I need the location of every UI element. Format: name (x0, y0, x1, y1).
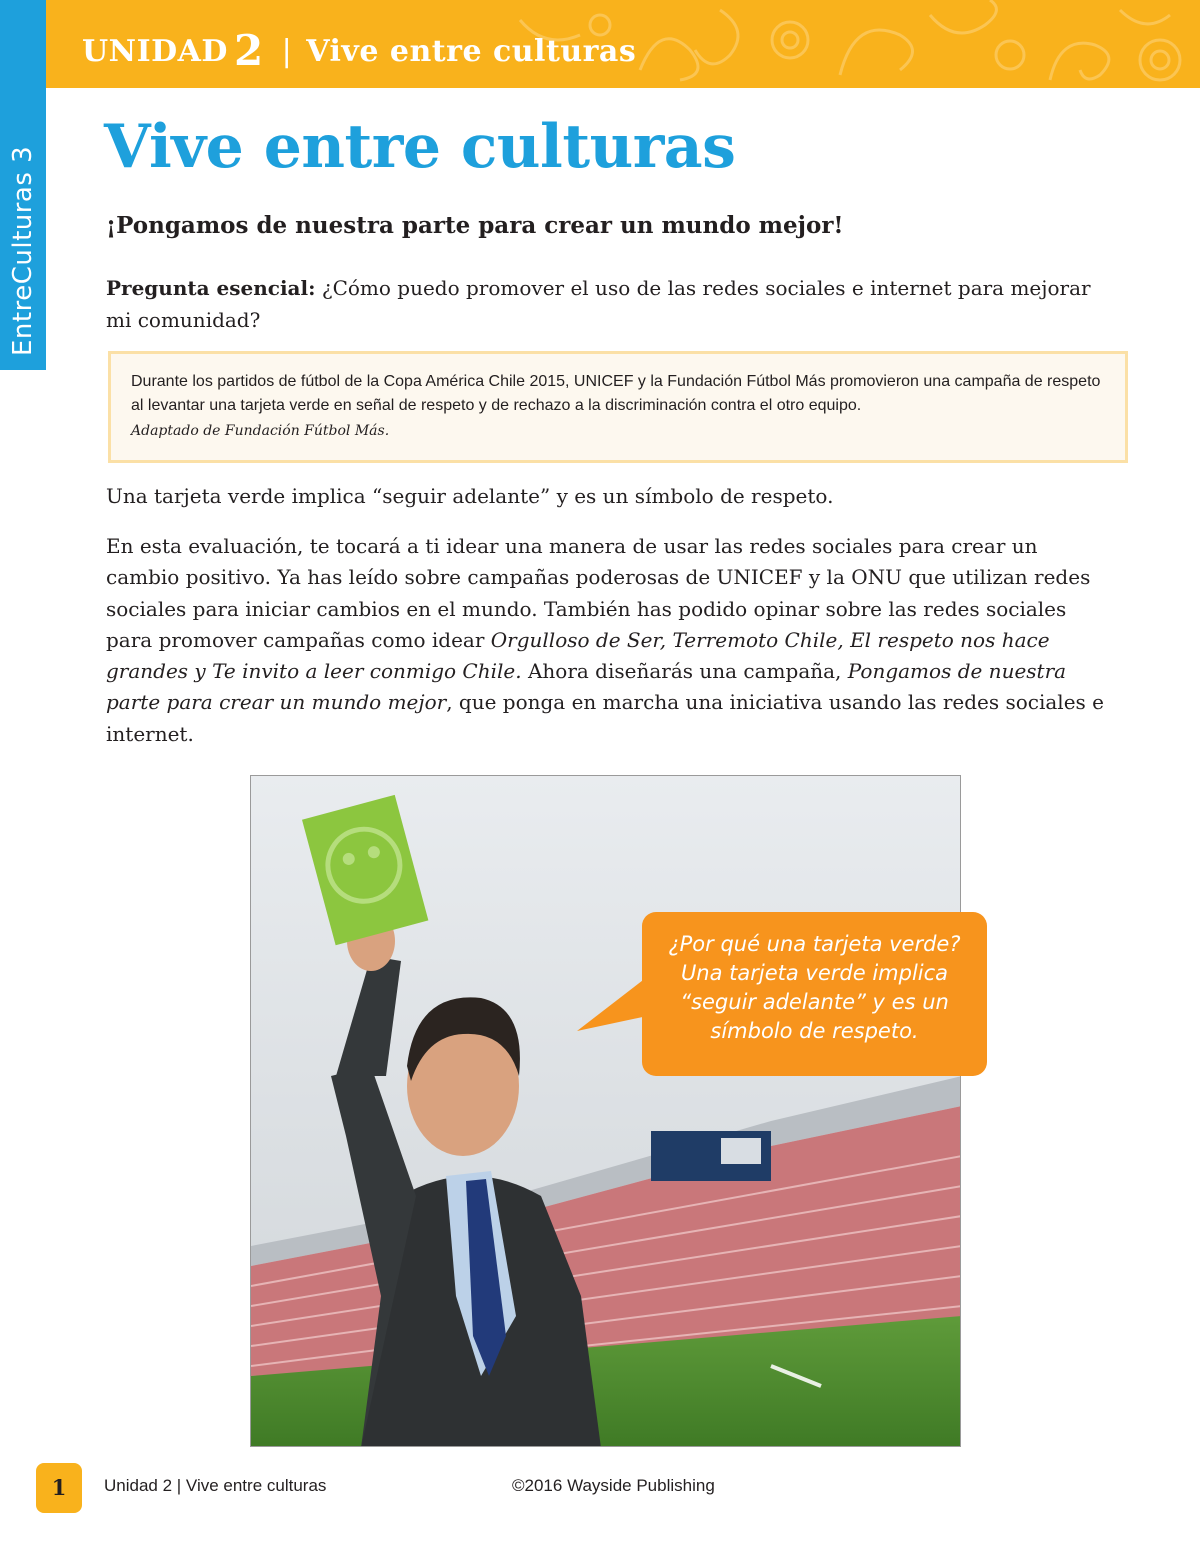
unit-number: 2 (233, 26, 264, 75)
body-paragraph-part3: , que ponga en marcha una iniciativa usando las redes sociales e internet. (106, 690, 1104, 746)
footer-copyright: ©2016 Wayside Publishing (512, 1476, 715, 1495)
page-subtitle: ¡Pongamos de nuestra parte para crear un mundo mejor! (106, 212, 844, 239)
body-paragraph (106, 531, 1116, 750)
quote-box (108, 351, 1128, 463)
body-paragraph-part2: Ahora diseñarás una campaña, (521, 659, 848, 684)
quote-text: Durante los partidos de fútbol de la Copa América Chile 2015, UNICEF y la Fundación Fútbol Más promovieron una campaña de respeto al levantar una tarjeta verde en señal de respeto y de rechazo a la discriminación contra el otro equipo. (131, 373, 1101, 414)
stadium-photo (250, 775, 961, 1447)
speech-line-3: “seguir adelante” y es un (680, 990, 949, 1014)
speech-bubble (642, 912, 987, 1076)
speech-line-4: símbolo de respeto. (710, 1019, 919, 1043)
unit-title: Vive entre culturas (306, 34, 637, 69)
page-number: 1 (36, 1463, 82, 1513)
header-separator: | (281, 34, 293, 69)
speech-line-2: Una tarjeta verde implica (680, 961, 949, 985)
essential-question-text: ¿Cómo puedo promover el uso de las redes sociales e internet para mejorar mi comunidad? (106, 276, 1091, 332)
campaigns-list: Orgulloso de Ser, Terremoto Chile, El respeto nos hace grandes y Te invito a leer conmigo Chile. (106, 627, 1050, 684)
body-paragraph-part1: En esta evaluación, te tocará a ti idear una manera de usar las redes sociales para crear un cambio positivo. Ya has leído sobre campañas poderosas de UNICEF y la ONU que utilizan redes sociales para iniciar cambios en el mundo. También has podido opinar sobre las redes sociales para promover campañas como idear (106, 534, 1091, 652)
intro-paragraph: Una tarjeta verde implica “seguir adelante” y es un símbolo de respeto. (106, 484, 834, 508)
page-title: Vive entre culturas (104, 112, 736, 182)
unit-heading (82, 22, 637, 75)
campaign-name: Pongamos de nuestra parte para crear un mundo mejor (106, 659, 1067, 715)
speech-bubble-text (642, 930, 987, 1046)
side-tab (0, 0, 46, 370)
speech-line-1: ¿Por qué una tarjeta verde? (668, 932, 961, 956)
unit-label: UNIDAD (82, 34, 228, 69)
essential-question (106, 272, 1116, 336)
essential-question-label: Pregunta esencial: (106, 276, 316, 300)
quote-source: Adaptado de Fundación Fútbol Más. (131, 423, 390, 439)
unit-header-band (0, 0, 1200, 88)
side-tab-label: EntreCulturas 3 (8, 145, 38, 356)
footer-unit-text: Unidad 2 | Vive entre culturas (104, 1476, 327, 1495)
photo-illustration (251, 776, 961, 1447)
